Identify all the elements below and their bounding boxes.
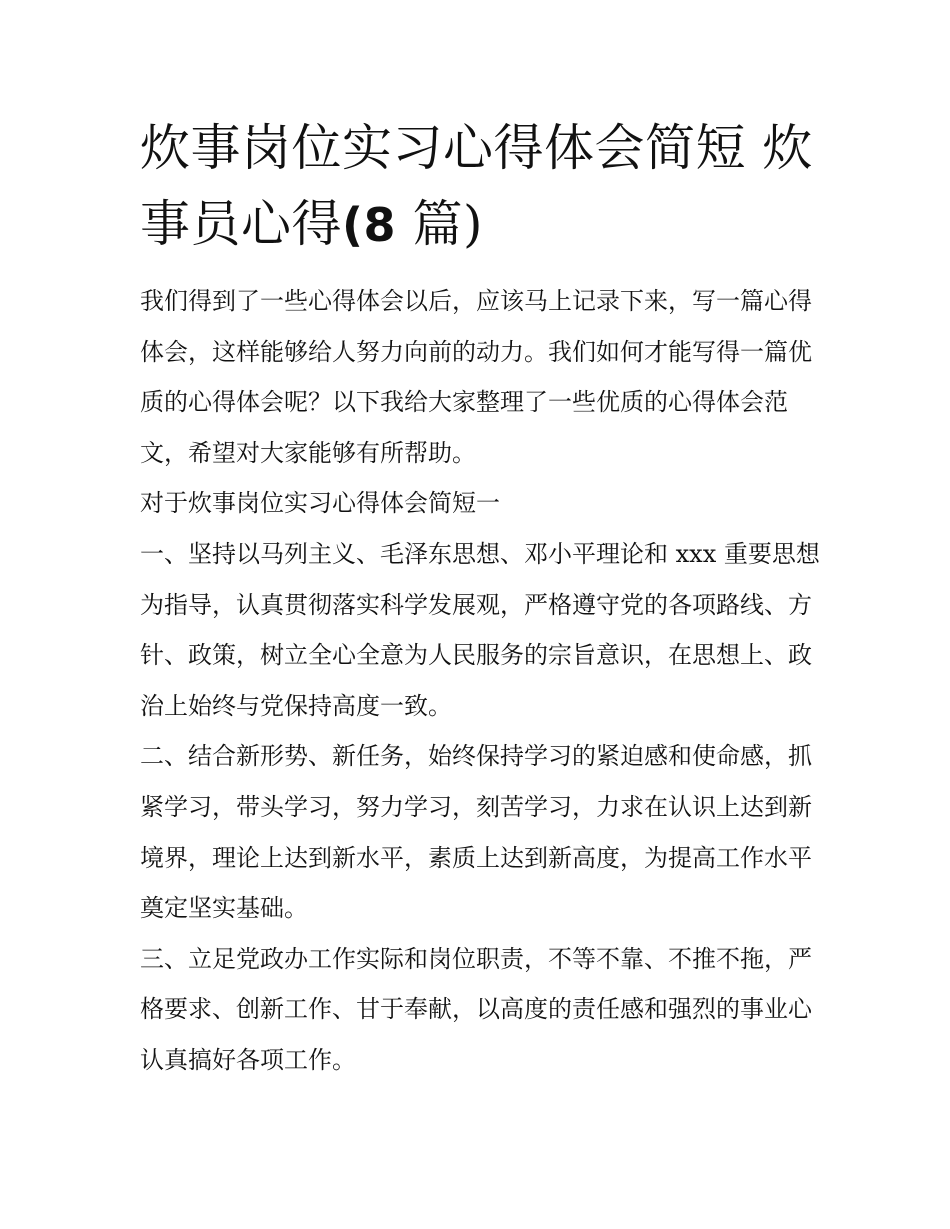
point-two-paragraph: 二、结合新形势、新任务，始终保持学习的紧迫感和使命感，抓紧学习，带头学习，努力学习，刻苦学习，力求在认识上达到新境界，理论上达到新水平，素质上达到新高度，为提高工作水平奠定坚实基础。 (140, 742, 812, 923)
section-heading: 对于炊事岗位实习心得体会简短一 (140, 489, 500, 518)
document-title (140, 110, 820, 263)
title-suffix: 篇) (396, 195, 483, 253)
intro-paragraph: 我们得到了一些心得体会以后，应该马上记录下来，写一篇心得体会，这样能够给人努力向前的动力。我们如何才能写得一篇优质的心得体会呢？以下我给大家整理了一些优质的心得体会范文，希望对大家能够有所帮助。 (140, 287, 812, 467)
document-body (140, 276, 820, 1086)
title-text: 炊事岗位实习心得体会简短 炊事员心得 (140, 119, 813, 253)
point-three-paragraph: 三、立足党政办工作实际和岗位职责，不等不靠、不推不拖，严格要求、创新工作、甘于奉献，以高度的责任感和强烈的事业心认真搞好各项工作。 (140, 944, 812, 1074)
point-one-paragraph: 一、坚持以马列主义、毛泽东思想、邓小平理论和 xxx 重要思想为指导，认真贯彻落实科学发展观，严格遵守党的各项路线、方针、政策，树立全心全意为人民服务的宗旨意识，在思想上、政治上始终与党保持高度一致。 (140, 539, 820, 720)
title-number: 8 (363, 198, 397, 252)
title-paren-open: ( (342, 198, 364, 252)
